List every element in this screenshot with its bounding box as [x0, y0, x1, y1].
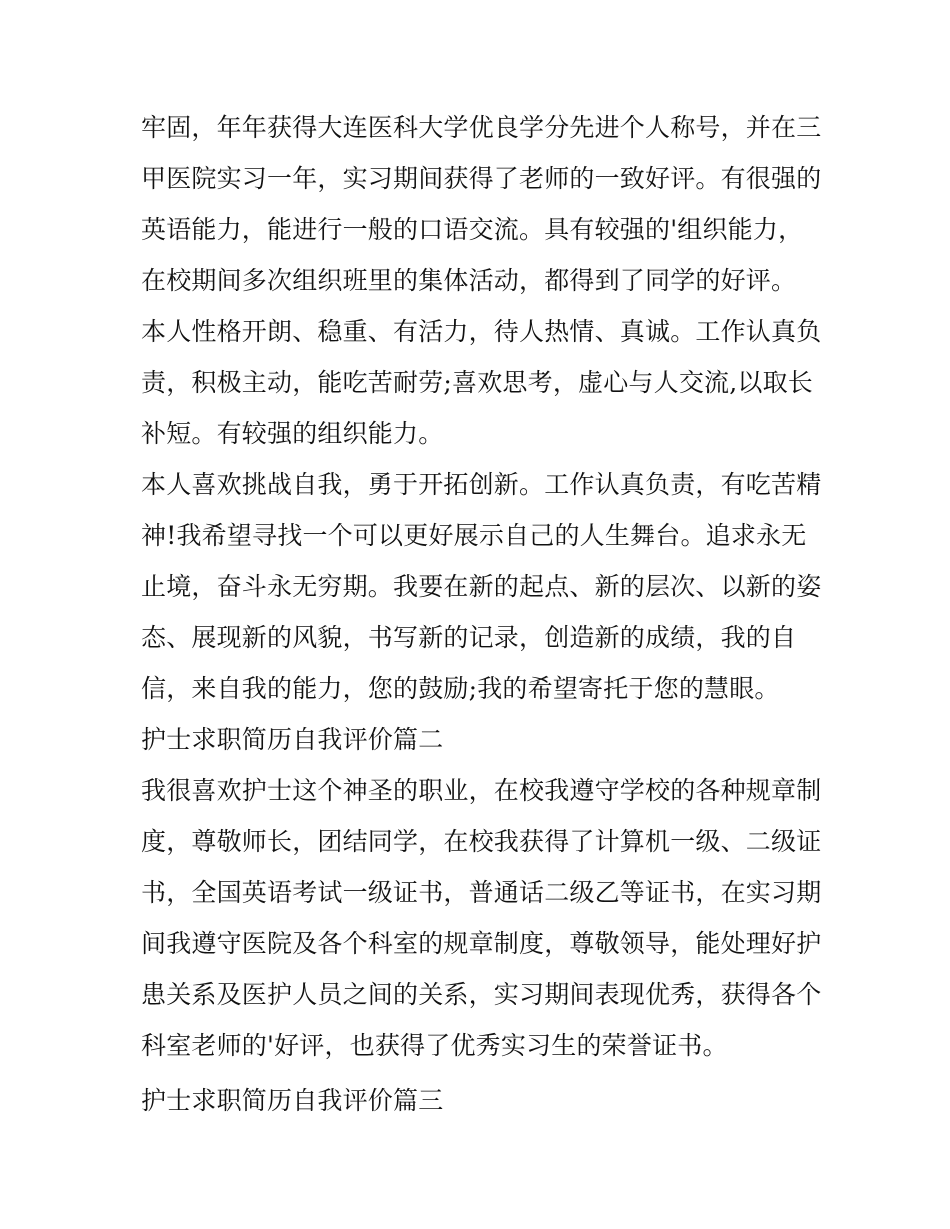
text-line: 间我遵守医院及各个科室的规章制度，尊敬领导，能处理好护	[141, 929, 822, 958]
text-line: 本人性格开朗、稳重、有活力，待人热情、真诚。工作认真负	[141, 317, 822, 346]
text-line: 牢固，年年获得大连医科大学优良学分先进个人称号，并在三	[141, 113, 822, 142]
text-line: 甲医院实习一年，实习期间获得了老师的一致好评。有很强的	[141, 164, 822, 193]
text-line: 英语能力，能进行一般的口语交流。具有较强的'组织能力，	[141, 215, 804, 244]
text-line: 科室老师的'好评，也获得了优秀实习生的荣誉证书。	[141, 1031, 728, 1060]
text-line: 患关系及医护人员之间的关系，实习期间表现优秀，获得各个	[141, 980, 822, 1009]
text-line: 度，尊敬师长，团结同学，在校我获得了计算机一级、二级证	[141, 827, 822, 856]
section-heading: 护士求职简历自我评价篇三	[141, 1086, 444, 1115]
text-line: 止境，奋斗永无穷期。我要在新的起点、新的层次、以新的姿	[141, 572, 822, 601]
text-line: 本人喜欢挑战自我，勇于开拓创新。工作认真负责，有吃苦精	[141, 470, 822, 499]
section-heading: 护士求职简历自我评价篇二	[141, 725, 444, 754]
text-line: 在校期间多次组织班里的集体活动，都得到了同学的好评。	[141, 266, 797, 295]
text-line: 态、展现新的风貌，书写新的记录，创造新的成绩，我的自	[141, 623, 797, 652]
text-line: 我很喜欢护士这个神圣的职业，在校我遵守学校的各种规章制	[141, 776, 822, 805]
text-line: 信，来自我的能力，您的鼓励;我的希望寄托于您的慧眼。	[141, 674, 780, 703]
text-line: 责，积极主动，能吃苦耐劳;喜欢思考，虚心与人交流,以取长	[141, 368, 813, 397]
text-line: 神!我希望寻找一个可以更好展示自己的人生舞台。追求永无	[141, 521, 807, 550]
text-line: 书，全国英语考试一级证书，普通话二级乙等证书，在实习期	[141, 878, 822, 907]
text-line: 补短。有较强的组织能力。	[141, 419, 444, 448]
